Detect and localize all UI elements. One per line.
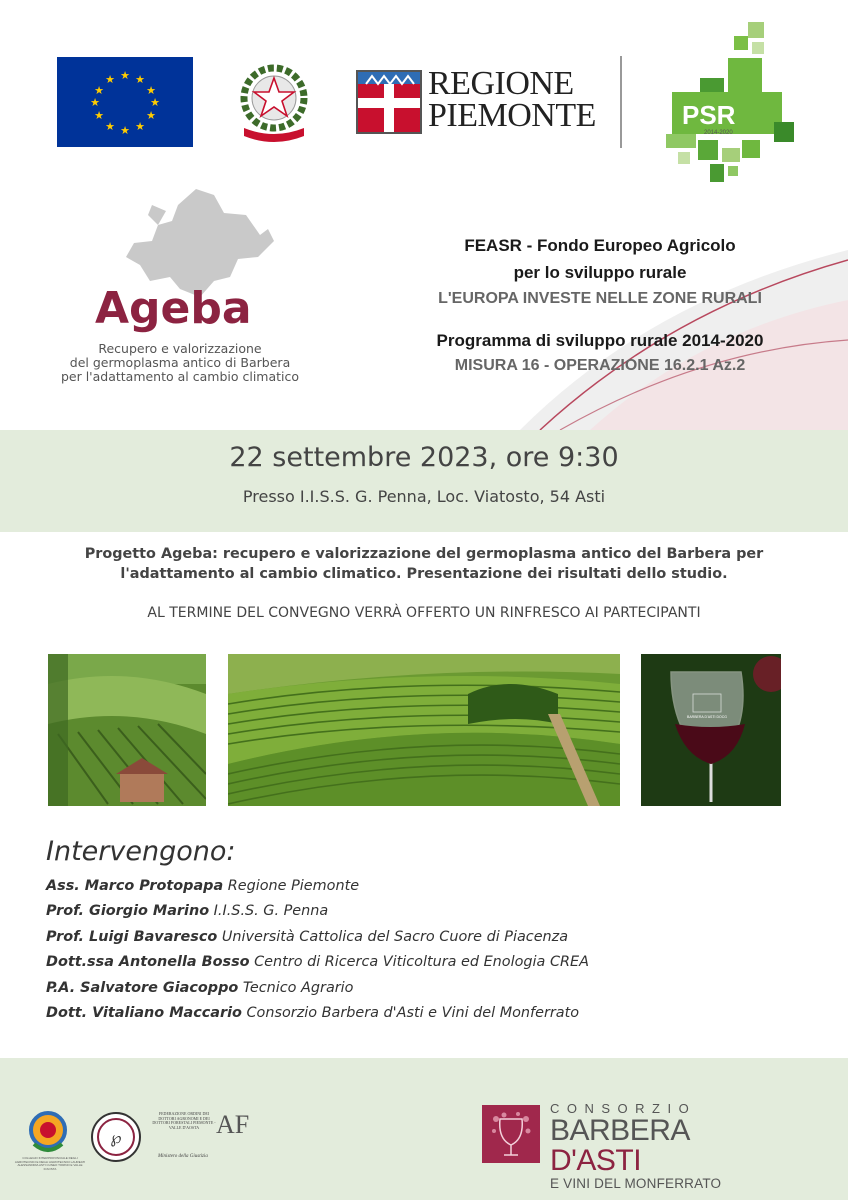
refreshment-note: AL TERMINE DEL CONVEGNO VERRÀ OFFERTO UN RINFRESCO AI PARTECIPANTI [147, 605, 701, 621]
program-title: Programma di sviluppo rurale 2014-2020 [436, 331, 764, 350]
speaker-item [46, 1001, 806, 1026]
ministry-caption: Ministero della Giustizia [158, 1154, 208, 1159]
regione-piemonte-shield-icon [356, 70, 422, 134]
project-line1: Progetto Ageba: recupero e valorizzazione del germoplasma antico del Barbera per [84, 546, 764, 562]
svg-text:★: ★ [120, 70, 130, 82]
speakers-list [46, 874, 806, 1026]
speaker-name: P.A. Salvatore Giacoppo [46, 979, 239, 996]
svg-text:★: ★ [150, 97, 160, 109]
region-name-line1: REGIONE [428, 65, 574, 102]
speaker-affiliation: I.I.S.S. G. Penna [213, 903, 329, 920]
feasr-slogan: L'EUROPA INVESTE NELLE ZONE RURALI [438, 290, 762, 307]
funding-info [390, 232, 810, 378]
eu-flag-logo [57, 57, 193, 147]
ageba-desc-line: del germoplasma antico di Barbera [69, 355, 291, 370]
measure-label: MISURA 16 - OPERAZIONE 16.2.1 Az.2 [454, 357, 746, 374]
agronomi-caption: FEDERAZIONE ORDINI DEI DOTTORI AGRONOMI E DEI DOTTORI FORESTALI PIEMONTE - VALLE D'AOSTA [152, 1111, 216, 1130]
svg-text:★: ★ [135, 74, 145, 86]
glass-label: BARBERA D'ASTI DOCG [687, 715, 727, 719]
svg-text:★: ★ [135, 121, 145, 133]
ageba-description [50, 342, 310, 384]
psr-years: 2014-2020 [704, 130, 733, 136]
speaker-item [46, 950, 806, 975]
svg-text:★: ★ [94, 85, 104, 97]
event-date-band [0, 430, 848, 532]
svg-text:★: ★ [94, 110, 104, 122]
speaker-item [46, 874, 806, 899]
wine-glass-photo [641, 654, 781, 806]
speaker-affiliation: Consorzio Barbera d'Asti e Vini del Monferrato [246, 1005, 580, 1022]
region-name-line2: PIEMONTE [428, 97, 596, 134]
consorzio-line2 [550, 1116, 770, 1176]
speaker-item [46, 976, 806, 1001]
iiss-penna-logo [90, 1111, 142, 1163]
agrotecnici-logo [26, 1110, 70, 1158]
speaker-affiliation: Tecnico Agrario [242, 979, 354, 996]
speaker-name: Dott.ssa Antonella Bosso [46, 954, 250, 971]
psr-label: PSR [682, 100, 736, 130]
svg-text:★: ★ [105, 74, 115, 86]
project-line2: l'adattamento al cambio climatico. Presentazione dei risultati dello studio. [120, 566, 728, 582]
agronomi-mark: AF [216, 1110, 250, 1139]
speaker-affiliation: Centro di Ricerca Viticoltura ed Enologia CREA [254, 954, 589, 971]
svg-text:★: ★ [105, 121, 115, 133]
eu-stars-icon [57, 57, 193, 147]
speaker-name: Prof. Giorgio Marino [46, 903, 210, 920]
speaker-affiliation: Università Cattolica del Sacro Cuore di Piacenza [221, 928, 569, 945]
project-description [40, 544, 808, 584]
logo-divider [620, 56, 622, 148]
svg-text:★: ★ [146, 110, 156, 122]
italian-republic-emblem [234, 58, 314, 148]
regione-piemonte-wordmark [428, 65, 596, 134]
consorzio-glass-icon [482, 1105, 540, 1163]
consorzio-line3: E VINI DEL MONFERRATO [550, 1176, 722, 1191]
svg-text:★: ★ [146, 85, 156, 97]
svg-text:★: ★ [90, 97, 100, 109]
feasr-line2: per lo sviluppo rurale [513, 263, 687, 282]
svg-text:★: ★ [120, 125, 130, 137]
vineyard-hills-photo [228, 654, 620, 806]
consorzio-barbera: BARBERA [550, 1114, 689, 1147]
vineyard-house-photo [48, 654, 206, 806]
ageba-desc-line: per l'adattamento al cambio climatico [60, 369, 300, 384]
regione-piemonte-logo [356, 65, 596, 138]
agronomi-logo [152, 1110, 252, 1162]
ageba-title: Ageba [95, 283, 252, 334]
consorzio-line1: CONSORZIO [550, 1101, 697, 1116]
speaker-name: Prof. Luigi Bavaresco [46, 928, 218, 945]
speaker-name: Dott. Vitaliano Maccario [46, 1005, 242, 1022]
consorzio-dasti: D'ASTI [550, 1144, 642, 1177]
speaker-item [46, 925, 806, 950]
event-date: 22 settembre 2023, ore 9:30 [229, 442, 619, 473]
feasr-line1: FEASR - Fondo Europeo Agricolo [464, 236, 736, 255]
ageba-desc-line: Recupero e valorizzazione [98, 341, 262, 356]
speaker-name: Ass. Marco Protopapa [46, 878, 224, 894]
event-venue: Presso I.I.S.S. G. Penna, Loc. Viatosto, 54 Asti [242, 487, 606, 506]
svg-text:℘: ℘ [110, 1130, 122, 1147]
speaker-item [46, 899, 806, 924]
agrotecnici-caption: COLLEGIO INTERPROVINCIALE DEGLI AGROTECNICI E DEGLI AGROTECNICI LAUREATI ALESSANDRIA ASTI CUNEO TORINO E VALLE D'AOSTA [14, 1156, 86, 1171]
speakers-title: Intervengono: [46, 836, 236, 867]
psr-logo [664, 22, 794, 182]
speaker-affiliation: Regione Piemonte [227, 878, 360, 894]
consorzio-wordmark [550, 1102, 770, 1192]
